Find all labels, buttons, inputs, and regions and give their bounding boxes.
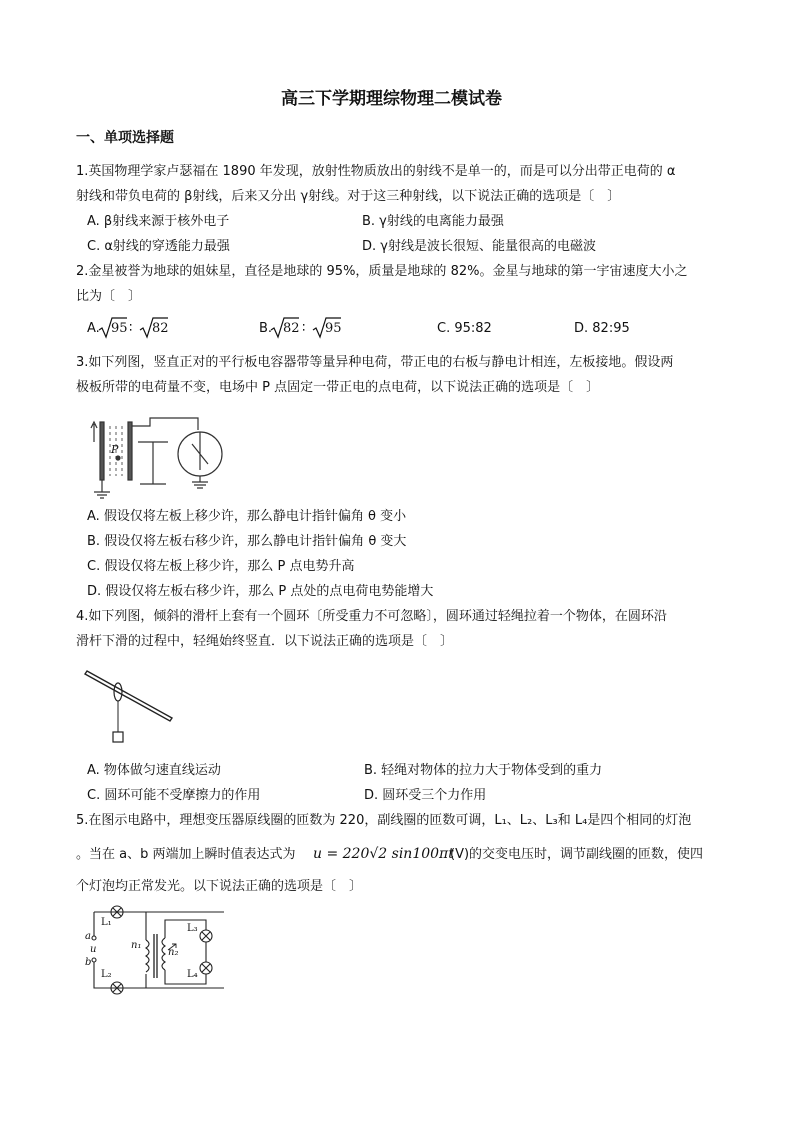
- q2-option-a-sep: ∶: [129, 321, 133, 336]
- q3-option-b: B. 假设仅将左板右移少许，那么静电计指针偏角 θ 变大: [87, 534, 407, 549]
- q3-option-c: C. 假设仅将左板上移少许，那么 P 点电势升高: [87, 559, 355, 574]
- q5-figure-label-u: u: [90, 944, 97, 955]
- q4-stem-line1: 4.如下列图，倾斜的滑杆上套有一个圆环〔所受重力不可忽略〕，圆环通过轻绳拉着一个物体，在圆环沿: [76, 609, 667, 624]
- q1-option-c: C. α射线的穿透能力最强: [87, 239, 230, 254]
- q5-stem-line2-post: (V)的交变电压时，调节副线圈的匝数，使四: [450, 847, 704, 862]
- sliding-rod-ring-figure: [84, 666, 176, 744]
- q5-voltage-formula: u = 220√2 sin100πt: [313, 846, 454, 862]
- q5-figure-label-l4: L₄: [187, 969, 198, 980]
- q2-option-b-label: B.: [259, 321, 273, 336]
- q2-option-c: C. 95:82: [437, 321, 492, 336]
- page-title: 高三下学期理综物理二模试卷: [281, 89, 502, 109]
- q3-option-d: D. 假设仅将左板右移少许，那么 P 点处的点电荷电势能增大: [87, 584, 434, 599]
- q3-option-a: A. 假设仅将左板上移少许，那么静电计指针偏角 θ 变小: [87, 509, 407, 524]
- q2-option-d: D. 82:95: [574, 321, 630, 336]
- q1-stem-line1: 1.英国物理学家卢瑟福在 1890 年发现，放射性物质放出的射线不是单一的，而是可以分出带正电荷的 α: [76, 164, 676, 179]
- q1-option-a: A. β射线来源于核外电子: [87, 214, 230, 229]
- q2-stem-line1: 2.金星被誉为地球的姐妹星，直径是地球的 95%，质量是地球的 82%。金星与地球的第一宇宙速度大小之: [76, 264, 688, 279]
- q1-option-d: D. γ射线是波长很短、能量很高的电磁波: [362, 239, 596, 254]
- q3-stem-line1: 3.如下列图，竖直正对的平行板电容器带等量异种电荷，带正电的右板与静电计相连，左板接地。假设两: [76, 355, 674, 370]
- q4-option-c: C. 圆环可能不受摩擦力的作用: [87, 788, 261, 803]
- q1-stem-line2: 射线和带负电荷的 β射线，后来又分出 γ射线。对于这三种射线，以下说法正确的选项是〔 〕: [76, 189, 621, 204]
- q2-option-a-value2: 82: [152, 321, 169, 336]
- q2-stem-line2: 比为〔 〕: [76, 289, 142, 304]
- q4-option-b: B. 轻绳对物体的拉力大于物体受到的重力: [364, 763, 603, 778]
- q4-option-d: D. 圆环受三个力作用: [364, 788, 487, 803]
- q5-figure-label-l1: L₁: [101, 917, 112, 928]
- q2-option-a-value1: 95: [111, 321, 128, 336]
- section-heading: 一、单项选择题: [76, 130, 174, 146]
- q1-option-b: B. γ射线的电离能力最强: [362, 214, 504, 229]
- q5-stem-line3: 个灯泡均正常发光。以下说法正确的选项是〔 〕: [76, 879, 363, 894]
- q5-figure-label-n2: n₂: [168, 947, 179, 958]
- q2-option-b-value2: 95: [325, 321, 342, 336]
- q3-figure-point-p: P: [111, 443, 119, 456]
- q5-stem-line2-pre: 。当在 a、b 两端加上瞬时值表达式为: [76, 847, 296, 862]
- q2-option-a-label: A.: [87, 321, 100, 336]
- q5-figure-label-l2: L₂: [101, 969, 112, 980]
- q5-stem-line1: 5.在图示电路中，理想变压器原线圈的匝数为 220，副线圈的匝数可调，L₁、L₂、L₃和 L₄是四个相同的灯泡: [76, 813, 692, 828]
- q5-figure-label-l3: L₃: [187, 923, 198, 934]
- q5-figure-label-b: b: [85, 957, 92, 968]
- q5-figure-label-a: a: [85, 931, 91, 942]
- q3-stem-line2: 极板所带的电荷量不变，电场中 P 点固定一带正电的点电荷，以下说法正确的选项是〔 〕: [76, 380, 600, 395]
- q5-figure-label-n1: n₁: [131, 940, 142, 951]
- q4-option-a: A. 物体做匀速直线运动: [87, 763, 221, 778]
- q2-option-b-value1: 82: [283, 321, 300, 336]
- q4-stem-line2: 滑杆下滑的过程中，轻绳始终竖直．以下说法正确的选项是〔 〕: [76, 634, 454, 649]
- q2-option-b-sep: ∶: [302, 321, 306, 336]
